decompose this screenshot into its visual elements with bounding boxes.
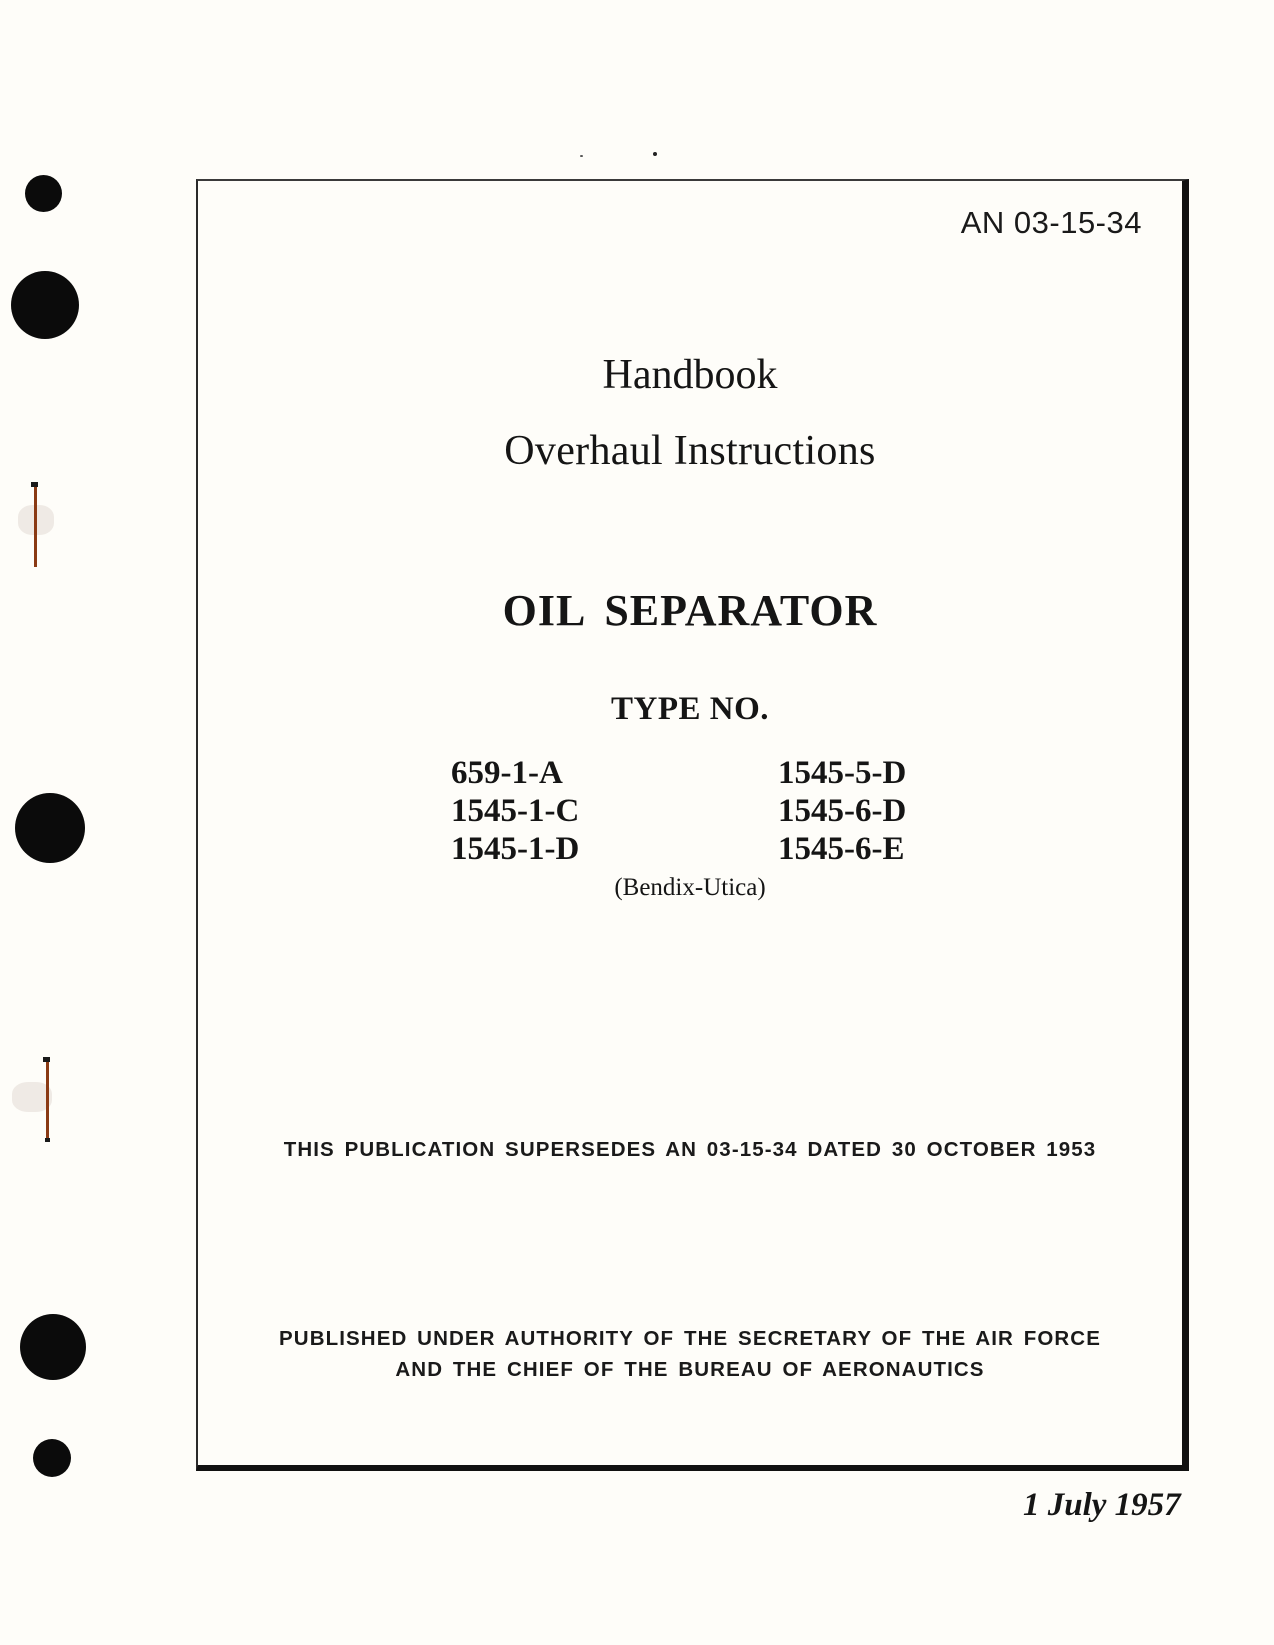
subject-title (198, 585, 1182, 636)
publication-date: 1 July 1957 (1023, 1487, 1181, 1523)
authority-line-1: PUBLISHED UNDER AUTHORITY OF THE SECRETARY OF THE AIR FORCE (279, 1327, 1101, 1350)
subject-word-1: OIL (502, 586, 587, 635)
ink-speck-1 (580, 155, 583, 157)
binding-mark-1 (34, 482, 37, 567)
publication-number: AN 03-15-34 (960, 205, 1142, 240)
type-numbers-left-column (451, 754, 579, 868)
type-number: 1545-1-D (451, 831, 580, 867)
type-number: 1545-6-D (778, 793, 907, 829)
binder-hole-1 (25, 175, 62, 212)
binder-hole-5 (33, 1439, 71, 1477)
binder-hole-3 (15, 793, 85, 863)
manufacturer-name: (Bendix-Utica) (614, 874, 766, 901)
type-number-heading: TYPE NO. (610, 691, 769, 727)
binding-mark-2 (46, 1057, 49, 1142)
supersedes-notice: THIS PUBLICATION SUPERSEDES AN 03-15-34 DATED 30 OCTOBER 1953 (283, 1138, 1097, 1161)
type-number: 1545-5-D (778, 755, 907, 791)
type-number: 1545-1-C (451, 793, 580, 829)
title-handbook: Handbook (602, 352, 778, 398)
type-number: 659-1-A (451, 755, 563, 791)
ink-speck-2 (653, 152, 657, 156)
cover-frame (196, 179, 1189, 1471)
subject-word-2: SEPARATOR (604, 586, 878, 635)
publishing-authority (198, 1323, 1182, 1385)
type-number: 1545-6-E (778, 831, 905, 867)
authority-line-2: AND THE CHIEF OF THE BUREAU OF AERONAUTICS (395, 1358, 985, 1381)
title-overhaul-instructions: Overhaul Instructions (504, 428, 876, 474)
binder-hole-4 (20, 1314, 86, 1380)
binder-hole-2 (11, 271, 79, 339)
type-numbers-right-column (778, 754, 906, 868)
